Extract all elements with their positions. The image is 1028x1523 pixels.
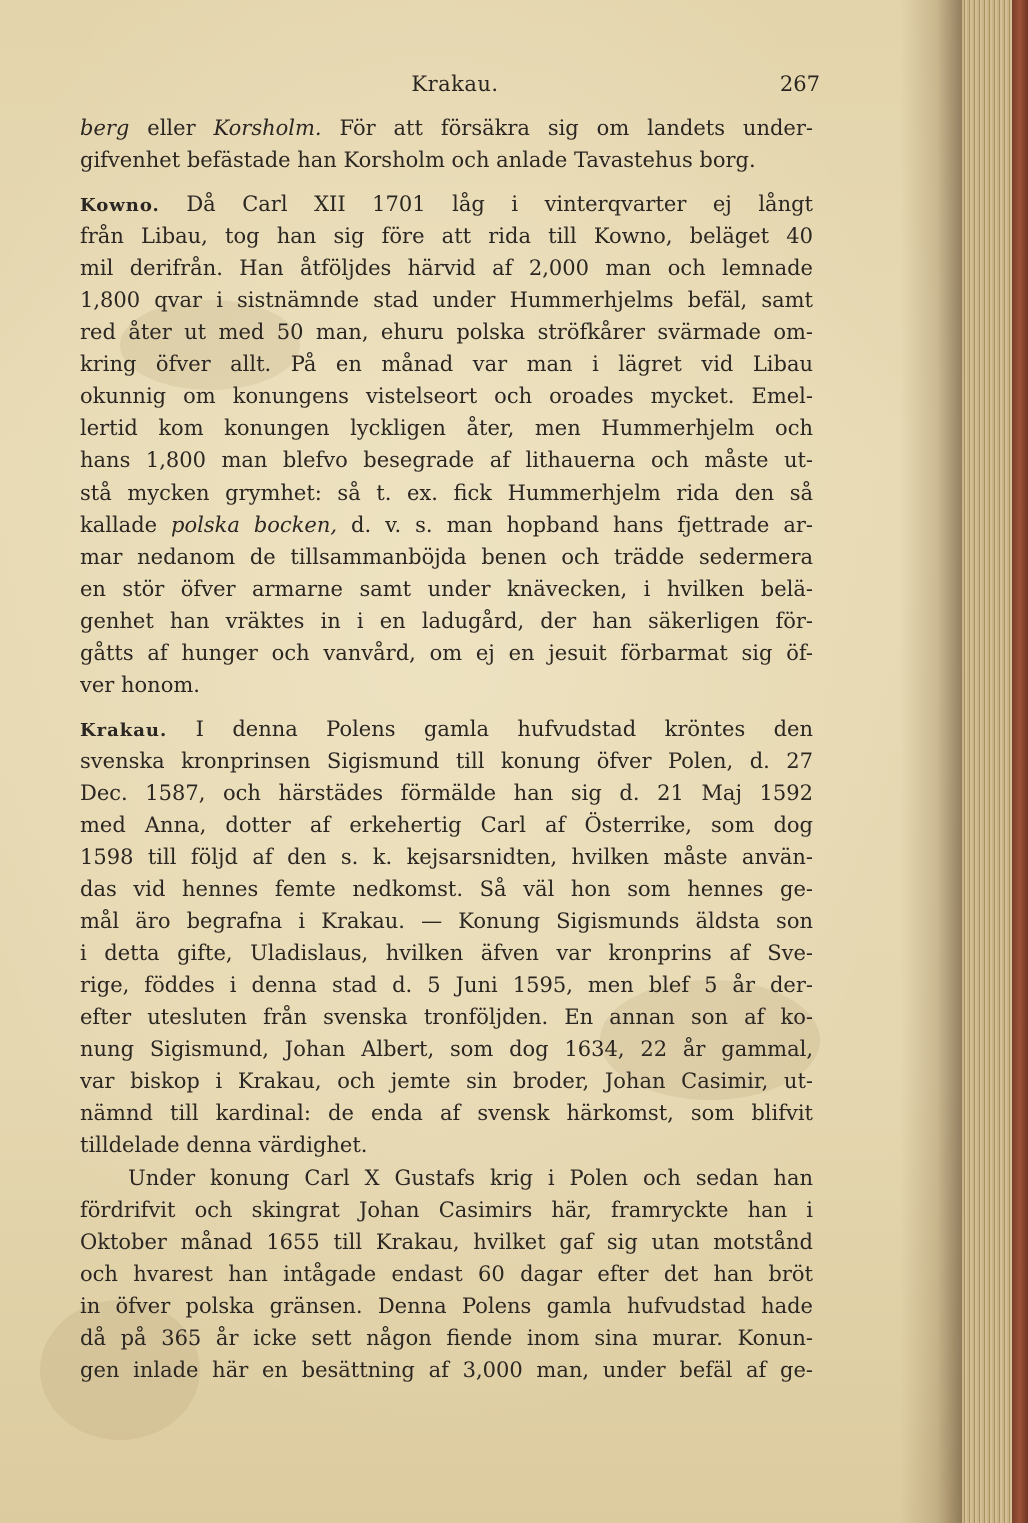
text-line: genhet han vräktes in i en ladugård, der han säkerligen för- [80,608,813,633]
text-line: i detta gifte, Uladislaus, hvilken äfven var kronprins af Sve- [80,941,813,966]
entry-heading-krakau: Krakau. [80,719,168,741]
text-line: var biskop i Krakau, och jemte sin broder, Johan Casimir, ut- [80,1069,813,1094]
text-line: lertid kom konungen lyckligen åter, men Hummerhjelm och [80,416,813,441]
text-line: nämnd till kardinal: de enda af svensk härkomst, som blifvit [80,1101,813,1126]
text-line: rige, föddes i denna stad d. 5 Juni 1595, men blef 5 år der- [80,973,813,998]
page-header [90,72,820,106]
text-line: en stör öfver armarne samt under knävecken, i hvilken belä- [80,576,813,601]
running-title: Krakau. [411,72,499,96]
emphasis: Korsholm. [213,116,322,140]
emphasis: berg [80,116,130,140]
text-line: svenska kronprinsen Sigismund till konung öfver Polen, d. 27 [80,748,813,773]
text-line: kring öfver allt. På en månad var man i lägret vid Libau [80,352,813,377]
page-number: 267 [779,72,820,96]
text-line: Under konung Carl X Gustafs krig i Polen och sedan han [128,1165,813,1190]
text-line: nung Sigismund, Johan Albert, som dog 1634, 22 år gammal, [80,1037,813,1062]
text-line: das vid hennes femte nedkomst. Så väl hon som hennes ge- [80,877,813,902]
text-line: efter utesluten från svenska tronföljden. En annan son af ko- [80,1005,813,1030]
text-line: gen inlade här en besättning af 3,000 man, under befäl af ge- [80,1357,813,1382]
text-line: stå mycken grymhet: så t. ex. fick Hummerhjelm rida den så [80,480,813,505]
paragraph-gap [80,701,813,713]
text-line: in öfver polska gränsen. Denna Polens gamla hufvudstad hade [80,1293,813,1318]
text-line: okunnig om konungens vistelseort och oroades mycket. Emel- [80,384,813,409]
text-line: Kowno. Då Carl XII 1701 låg i vinterqvarter ej långt [80,192,813,217]
text-line: mål äro begrafna i Krakau. — Konung Sigismunds äldsta son [80,909,813,934]
text-line: Krakau. I denna Polens gamla hufvudstad kröntes den [80,716,813,741]
paragraph-gap [80,176,813,188]
entry-heading-kowno: Kowno. [80,195,160,217]
text-line: tilldelade denna värdighet. [80,1133,368,1158]
gutter-shadow [900,0,962,1523]
text-line: hans 1,800 man blefvo besegrade af lithauerna och måste ut- [80,448,813,473]
text-line: mar nedanom de tillsammanböjda benen och trädde sedermera [80,544,813,569]
text-line: från Libau, tog han sig före att rida till Kowno, beläget 40 [80,224,813,249]
emphasis: polska bocken, [171,512,338,537]
text-line: 1598 till följd af den s. k. kejsarsnidten, hvilken måste använ- [80,845,813,870]
text-line: red åter ut med 50 man, ehuru polska ströfkårer svärmade om- [80,320,813,345]
book-spine [1012,0,1028,1523]
text-line: kallade polska bocken, d. v. s. man hopband hans fjettrade ar- [80,512,813,537]
text-line: 1,800 qvar i sistnämnde stad under Hummerhjelms befäl, samt [80,288,813,313]
text-line: med Anna, dotter af erkehertig Carl af Österrike, som dog [80,812,813,837]
text-line: och hvarest han intågade endast 60 dagar efter det han bröt [80,1261,813,1286]
body-text [80,112,813,1386]
text-line: berg eller Korsholm. För att försäkra sig om landets under- [80,116,813,140]
text-line: fördrifvit och skingrat Johan Casimirs här, framryckte han i [80,1197,813,1222]
text-line: då på 365 år icke sett någon fiende inom sina murar. Konun- [80,1325,813,1350]
text-line: gåtts af hunger och vanvård, om ej en jesuit förbarmat sig öf- [80,640,813,665]
text-line: Oktober månad 1655 till Krakau, hvilket gaf sig utan motstånd [80,1229,813,1254]
text-line: gifvenhet befästade han Korsholm och anlade Tavastehus borg. [80,148,756,173]
text-line: Dec. 1587, och härstädes förmälde han sig d. 21 Maj 1592 [80,780,813,805]
text-line: ver honom. [80,672,200,697]
text-line: mil derifrån. Han åtföljdes härvid af 2,000 man och lemnade [80,256,813,281]
